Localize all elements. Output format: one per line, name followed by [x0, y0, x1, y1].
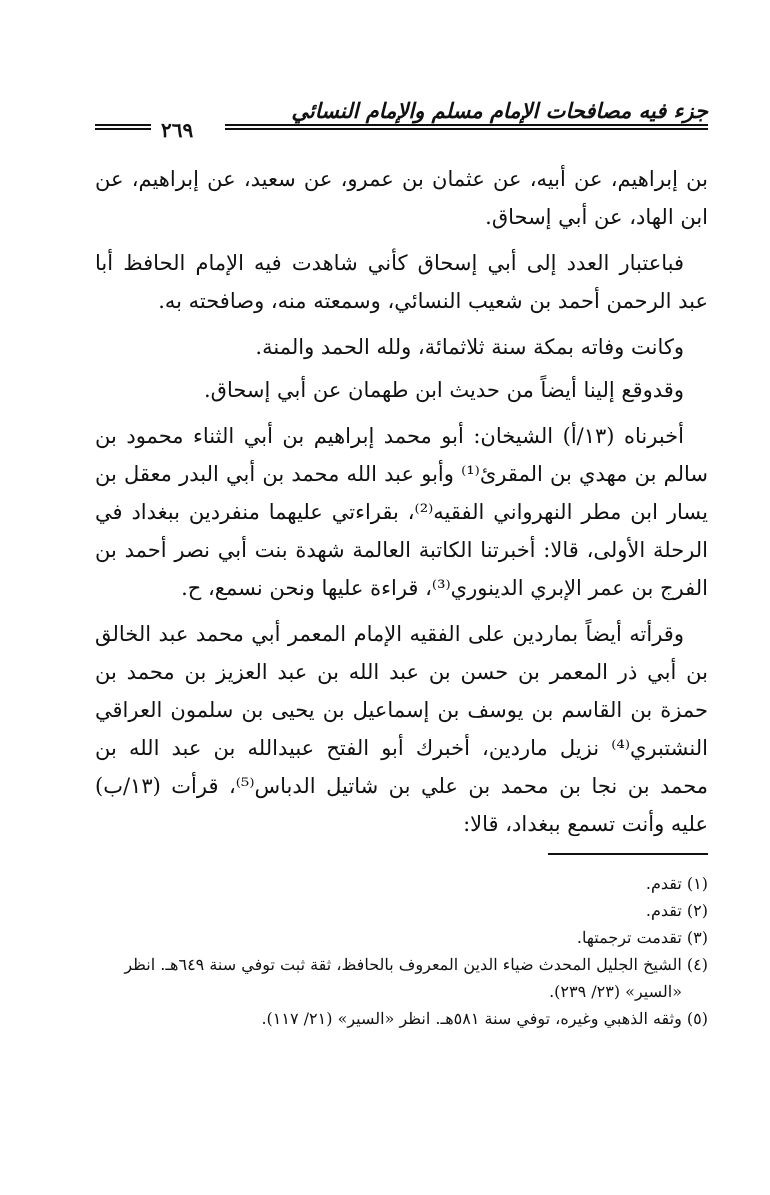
paragraph: وقدوقع إلينا أيضاً من حديث ابن طهمان عن أبي إسحاق. [203, 378, 684, 402]
page-header [95, 98, 708, 142]
footnote-2: (٢) تقدم. [645, 901, 708, 920]
footnote-4: (٤) الشيخ الجليل المحدث ضياء الدين المعروف بالحافظ، ثقة ثبت توفي سنة ٦٤٩هـ. انظر [124, 955, 708, 974]
paragraph: وقرأته أيضاً بماردين على الفقيه الإمام المعمر أبي محمد عبد الخالق بن أبي ذر المعمر بن حسن بن عبد الله بن عبد العزيز بن محمد بن حمزة بن القاسم بن يوسف بن إسماعيل بن يحيى بن سلمون العراقي النشتبري⁽⁴⁾ نزيل ماردين، أخبرك أبو الفتح عبيدالله بن عبد الله بن محمد بن نجا بن محمد بن علي بن شاتيل الدباس⁽⁵⁾، قرأت (١٣/ب) عليه وأنت تسمع ببغداد، قالا: [95, 622, 708, 836]
footnote-3: (٣) تقدمت ترجمتها. [576, 928, 708, 947]
footnote-separator [548, 853, 708, 855]
main-text [95, 160, 708, 851]
footnotes [95, 870, 708, 1032]
header-rule-left [95, 124, 151, 130]
footnote-1: (١) تقدم. [645, 874, 708, 893]
paragraph: أخبرناه (١٣/أ) الشيخان: أبو محمد إبراهيم بن أبي الثناء محمود بن سالم بن مهدي بن المقرئ⁽¹⁾ وأبو عبد الله محمد بن أبي البدر معقل بن يسار ابن مطر النهرواني الفقيه⁽²⁾، بقراءتي عليهما منفردين ببغداد في الرحلة الأولى، قالا: أخبرتنا الكاتبة العالمة شهدة بنت أبي نصر أحمد بن الفرج بن عمر الإبري الدينوري⁽³⁾، قراءة عليها ونحن نسمع، ح. [95, 424, 708, 600]
paragraph: وكانت وفاته بمكة سنة ثلاثمائة، ولله الحمد والمنة. [255, 335, 684, 359]
footnote-4-continued: «السير» (٢٣/ ٢٣٩). [549, 982, 682, 1001]
header-rule-right [225, 124, 708, 130]
page-number: ٢٦٩ [153, 118, 201, 142]
running-title: جزء فيه مصافحات الإمام مسلم والإمام النسائي [291, 98, 708, 123]
paragraph: فباعتبار العدد إلى أبي إسحاق كأني شاهدت فيه الإمام الحافظ أبا عبد الرحمن أحمد بن شعيب النسائي، وسمعته منه، وصافحته به. [95, 251, 708, 313]
paragraph: بن إبراهيم، عن أبيه، عن عثمان بن عمرو، عن سعيد، عن إبراهيم، عن ابن الهاد، عن أبي إسحاق. [95, 167, 708, 229]
footnote-5: (٥) وثقه الذهبي وغيره، توفي سنة ٥٨١هـ. انظر «السير» (٢١/ ١١٧). [261, 1009, 708, 1028]
